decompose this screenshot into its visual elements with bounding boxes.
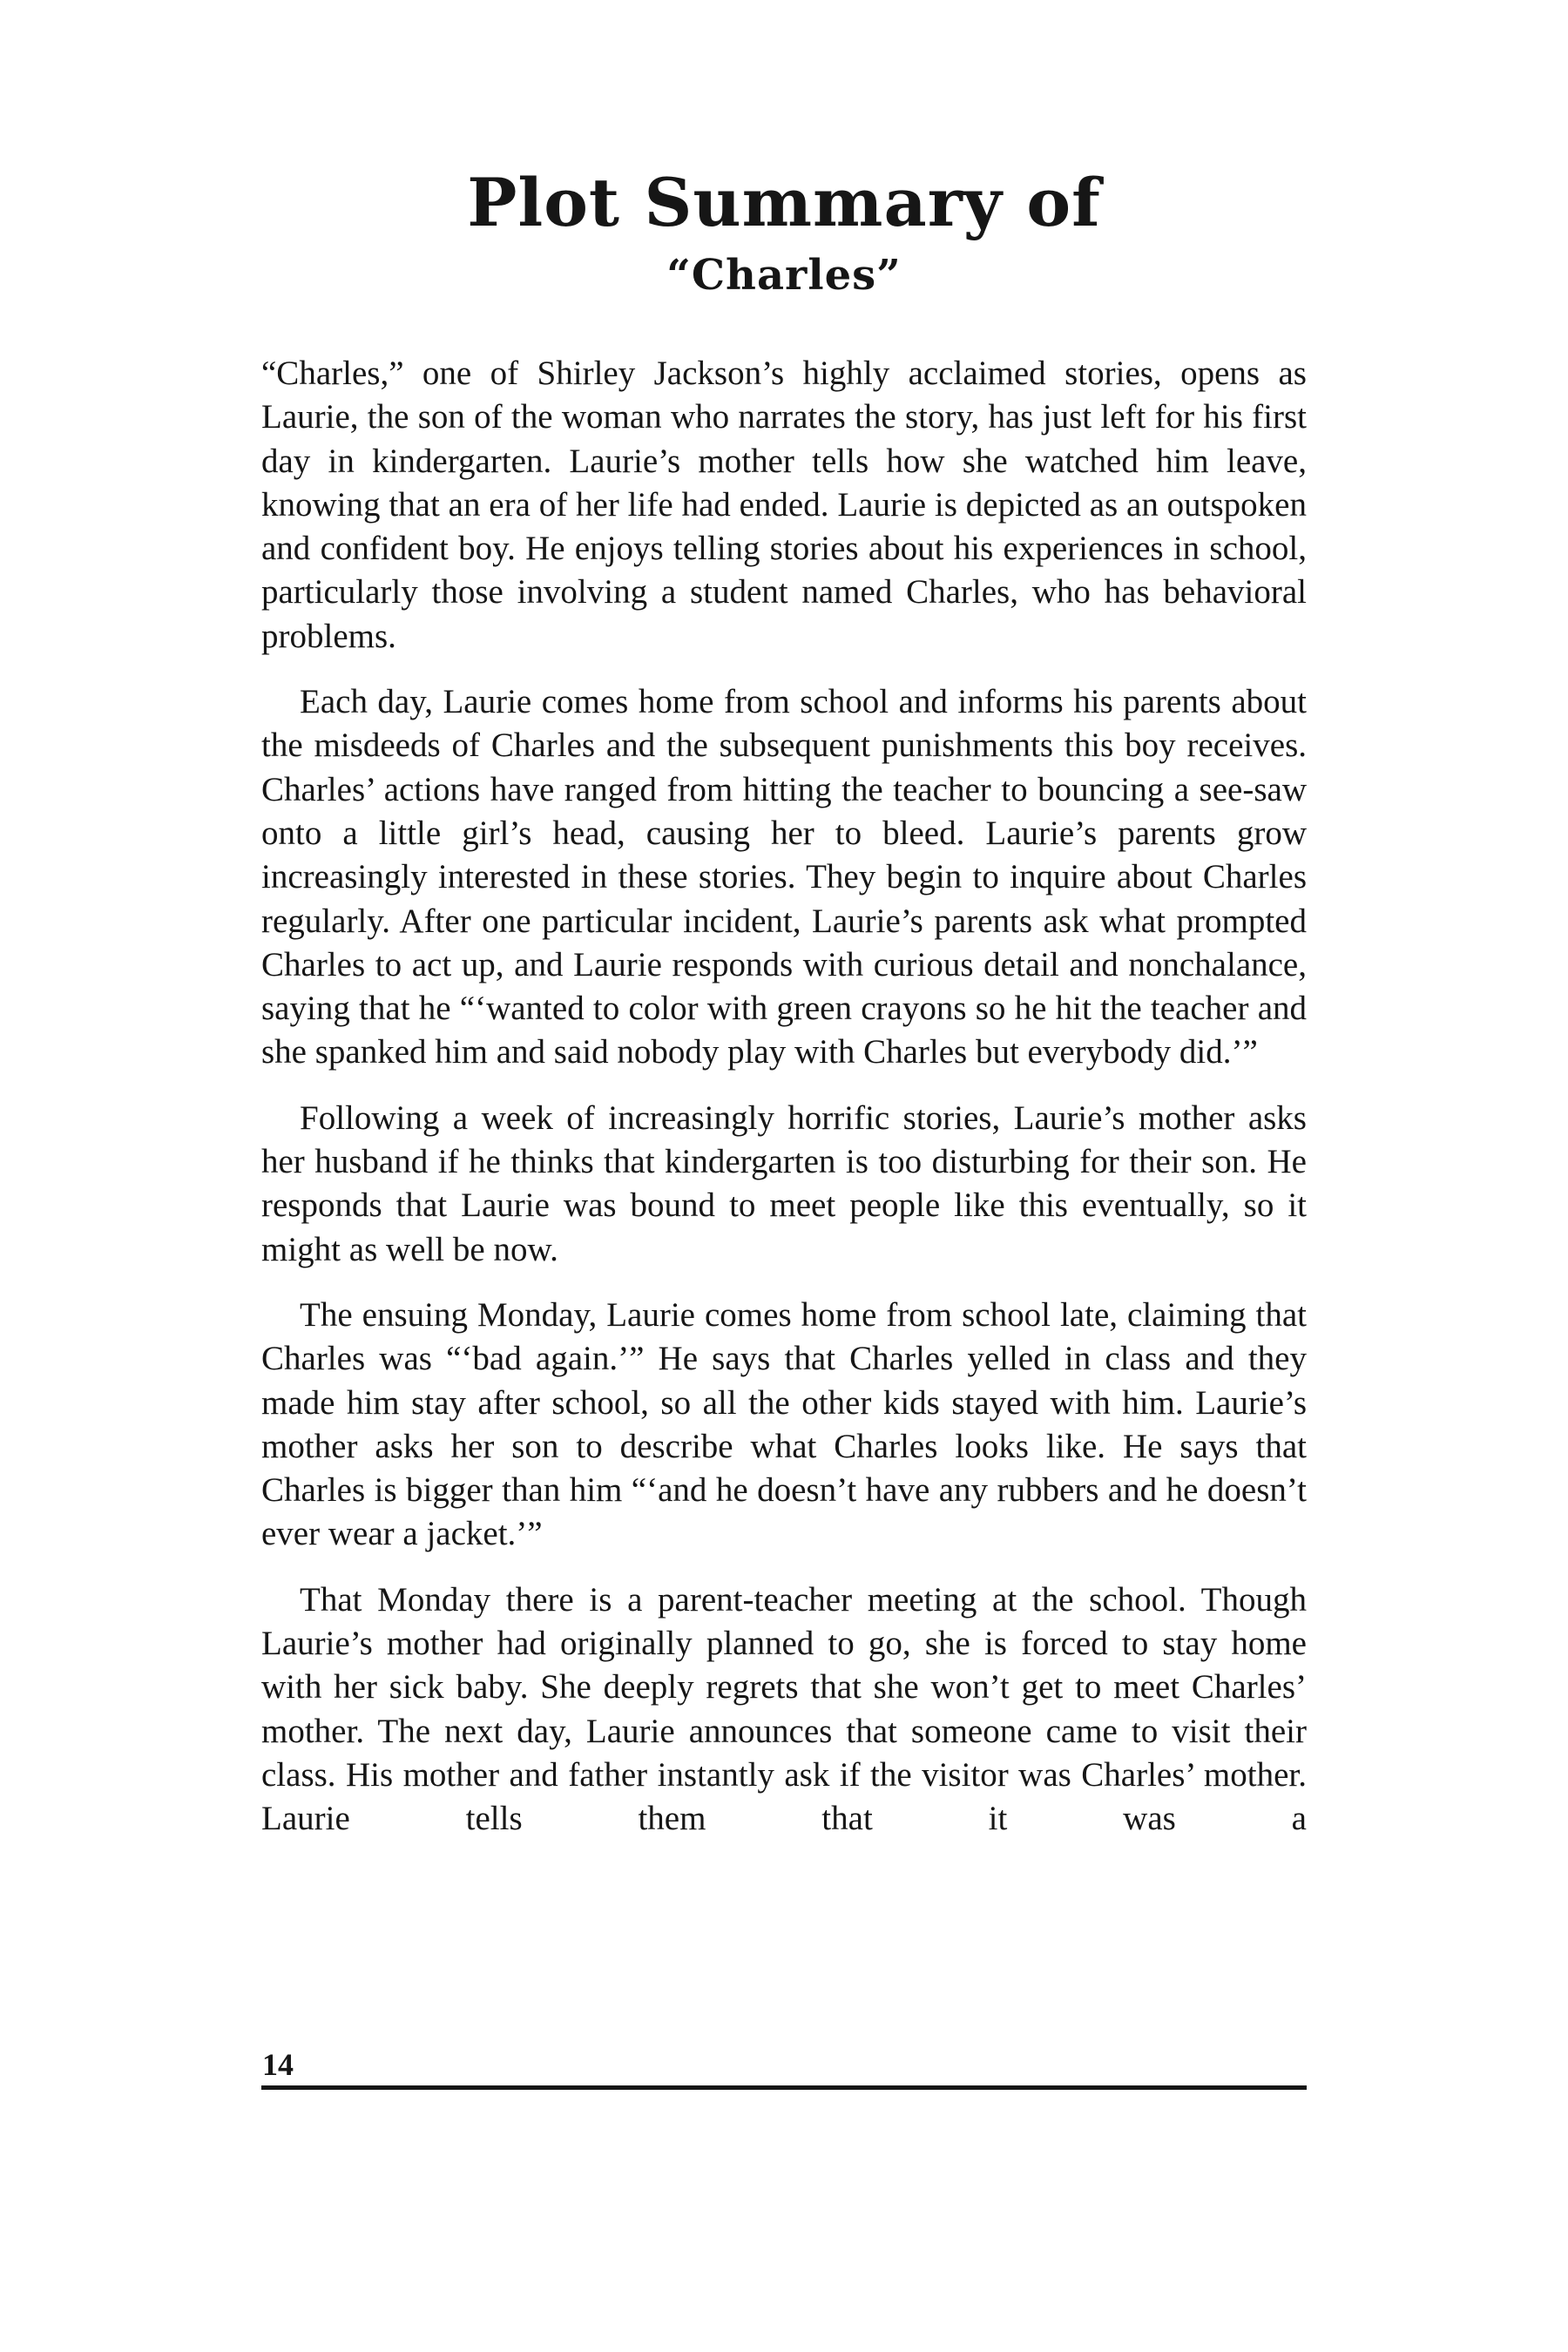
page-subtitle: “Charles” <box>666 251 902 300</box>
paragraph-3: Following a week of increasingly horrific stories, Laurie’s mother asks her husband if he thinks that kindergarten is too disturbing for their son. He responds that Laurie was bound to meet people like this eventually, so it might as well be now. <box>261 1098 1307 1268</box>
paragraph-4: The ensuing Monday, Laurie comes home from school late, claiming that Charles was “‘bad again.’” He says that Charles yelled in class and they made him stay after school, so all the other kids stayed with him. Laurie’s mother asks her son to describe what Charles looks like. He says that Charles is bigger than him “‘and he doesn’t have any rubbers and he doesn’t ever wear a jacket.’” <box>261 1295 1307 1553</box>
footer-rule <box>261 2085 1307 2090</box>
paragraph-5: That Monday there is a parent-teacher meeting at the school. Though Laurie’s mother had originally planned to go, she is forced to stay home with her sick baby. She deeply regrets that she won’t get to meet Charles’ mother. The next day, Laurie announces that someone came to visit their class. His mother and father instantly ask if the visitor was Charles’ mother. Laurie tells them that it was a <box>261 1580 1307 1838</box>
body-text <box>261 352 1307 1863</box>
page-number: 14 <box>262 2047 294 2082</box>
page-title: Plot Summary of <box>467 164 1101 241</box>
paragraph-2: Each day, Laurie comes home from school and informs his parents about the misdeeds of Charles and the subsequent punishments this boy receives. Charles’ actions have ranged from hitting the teacher to bouncing a see-saw onto a little girl’s head, causing her to bleed. Laurie’s parents grow increasingly interested in these stories. They begin to inquire about Charles regularly. After one particular incident, Laurie’s parents ask what prompted Charles to act up, and Laurie responds with curious detail and nonchalance, saying that he “‘wanted to color with green crayons so he hit the teacher and she spanked him and said nobody play with Charles but everybody did.’” <box>261 683 1307 1071</box>
paragraph-1: “Charles,” one of Shirley Jackson’s highly acclaimed stories, opens as Laurie, the son of the woman who narrates the story, has just left for his first day in kindergarten. Laurie’s mother tells how she watched him leave, knowing that an era of her life had ended. Laurie is depicted as an outspoken and confident boy. He enjoys telling stories about his experiences in school, particularly those involving a student named Charles, who has behavioral problems. <box>261 355 1307 655</box>
